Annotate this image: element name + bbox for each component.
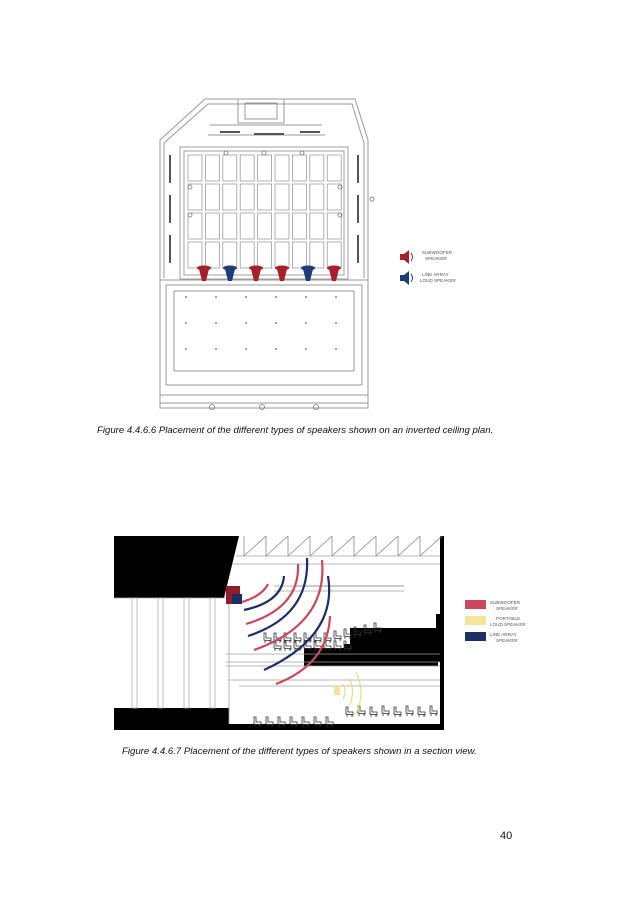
- seat: [370, 707, 377, 717]
- auditorium-dot: [275, 348, 277, 350]
- auditorium-dot: [215, 348, 217, 350]
- seat: [382, 706, 389, 716]
- seat: [430, 706, 437, 716]
- ceiling-grid-cell: [223, 242, 237, 268]
- ceiling-grid-cell: [327, 184, 341, 210]
- auditorium-dot: [245, 348, 247, 350]
- ceiling-grid-cell: [275, 155, 289, 181]
- legend2-subwoofer-line1: SUBWOOFER: [490, 600, 521, 605]
- ceiling-grid-cell: [205, 155, 219, 181]
- pier: [184, 598, 189, 708]
- auditorium-dot: [185, 348, 187, 350]
- ceiling-grid-cell: [292, 242, 306, 268]
- ceiling-grid-cell: [310, 213, 324, 239]
- ceiling-grid-cells: [188, 155, 341, 268]
- auditorium-dot: [245, 322, 247, 324]
- section-view-figure: [114, 536, 534, 732]
- auditorium-dot: [215, 296, 217, 298]
- ceiling-grid-cell: [258, 155, 272, 181]
- pier: [132, 598, 137, 708]
- seat: [418, 707, 425, 717]
- section-legend: [465, 600, 526, 643]
- ceiling-grid-cell: [240, 242, 254, 268]
- truss-diag: [244, 536, 266, 556]
- roof-trusses: [244, 536, 442, 586]
- legend2-line-array-line2: SPEAKER: [496, 638, 518, 643]
- auditorium-dot: [305, 348, 307, 350]
- ceiling-grid-cell: [292, 184, 306, 210]
- subwoofer-speaker-icon: [400, 250, 413, 264]
- seat: [334, 631, 341, 641]
- auditorium-dot: [305, 322, 307, 324]
- ceiling-plan-figure: [150, 95, 490, 415]
- ceiling-grid-cell: [310, 155, 324, 181]
- ceiling-grid-cell: [188, 184, 202, 210]
- truss-diag: [398, 536, 420, 556]
- ceiling-grid-cell: [275, 184, 289, 210]
- ceiling-grid-cell: [188, 242, 202, 268]
- ceiling-grid-cell: [310, 184, 324, 210]
- ceiling-grid-cell: [205, 242, 219, 268]
- page-number: 40: [500, 830, 513, 842]
- auditorium-dot: [305, 296, 307, 298]
- legend-subwoofer-swatch: [465, 600, 486, 609]
- legend2-portable-line2: LOUD SPEAKER: [490, 622, 526, 627]
- auditorium-dot: [215, 322, 217, 324]
- ceiling-grid-cell: [240, 155, 254, 181]
- auditorium-dot: [335, 348, 337, 350]
- line-array-block: [232, 594, 242, 604]
- ceiling-grid-cell: [275, 213, 289, 239]
- truss-diag: [420, 536, 442, 556]
- legend-line-array-line1: LINE ARRAY: [422, 272, 449, 277]
- ceiling-grid-cell: [327, 242, 341, 268]
- truss-diag: [266, 536, 288, 556]
- legend-line-array-swatch: [465, 632, 486, 641]
- ceiling-grid-cell: [258, 184, 272, 210]
- seat: [294, 633, 301, 643]
- portable-speaker: [334, 686, 340, 695]
- truss-diag: [354, 536, 376, 556]
- auditorium-dot: [275, 322, 277, 324]
- plan-legend: [400, 250, 456, 285]
- seat: [314, 633, 321, 643]
- ceiling-grid-cell: [223, 155, 237, 181]
- auditorium-dot: [185, 322, 187, 324]
- legend2-portable-line1: PORTABLE: [496, 616, 521, 621]
- seat: [406, 706, 413, 716]
- auditorium-dot: [245, 296, 247, 298]
- truss-diag: [288, 536, 310, 556]
- seat: [264, 633, 271, 643]
- ceiling-grid-cell: [292, 213, 306, 239]
- ceiling-grid-cell: [258, 242, 272, 268]
- legend-subwoofer-line1: SUBWOOFER: [422, 250, 453, 255]
- truss-diag: [376, 536, 398, 556]
- ceiling-grid-cell: [292, 155, 306, 181]
- section-piers: [114, 598, 226, 708]
- ceiling-grid-cell: [327, 155, 341, 181]
- auditorium-dot: [335, 322, 337, 324]
- ceiling-grid-cell: [275, 242, 289, 268]
- ceiling-grid-cell: [223, 184, 237, 210]
- ceiling-grid-cell: [240, 184, 254, 210]
- ceiling-grid-cell: [205, 184, 219, 210]
- ceiling-grid-cell: [258, 213, 272, 239]
- pier: [158, 598, 163, 708]
- legend-portable-swatch: [465, 616, 486, 625]
- ceiling-grid-cell: [205, 213, 219, 239]
- auditorium-dot: [335, 296, 337, 298]
- auditorium-dots: [185, 296, 337, 350]
- ceiling-grid-cell: [310, 242, 324, 268]
- ceiling-grid-cell: [188, 155, 202, 181]
- pier: [210, 598, 215, 708]
- seat: [344, 629, 351, 639]
- auditorium-dot: [275, 296, 277, 298]
- truss-diag: [332, 536, 354, 556]
- auditorium-dot: [185, 296, 187, 298]
- legend2-subwoofer-line2: SPEAKER: [496, 606, 518, 611]
- seat: [394, 707, 401, 717]
- legend-subwoofer-line2: SPEAKER: [425, 256, 447, 261]
- ceiling-grid-cell: [240, 213, 254, 239]
- legend-line-array-line2: LOUD SPEAKER: [420, 278, 456, 283]
- figure1-caption: Figure 4.4.6.6 Placement of the different types of speakers shown on an inverted ceiling plan.: [97, 425, 494, 436]
- legend2-line-array-line1: LINE ARRAY: [490, 632, 517, 637]
- line-array-speaker-icon: [400, 271, 413, 285]
- truss-diag: [310, 536, 332, 556]
- section-solids: [114, 536, 444, 730]
- ceiling-grid-cell: [223, 213, 237, 239]
- seat: [346, 707, 353, 717]
- figure2-caption: Figure 4.4.6.7 Placement of the different types of speakers shown in a section view.: [122, 746, 477, 757]
